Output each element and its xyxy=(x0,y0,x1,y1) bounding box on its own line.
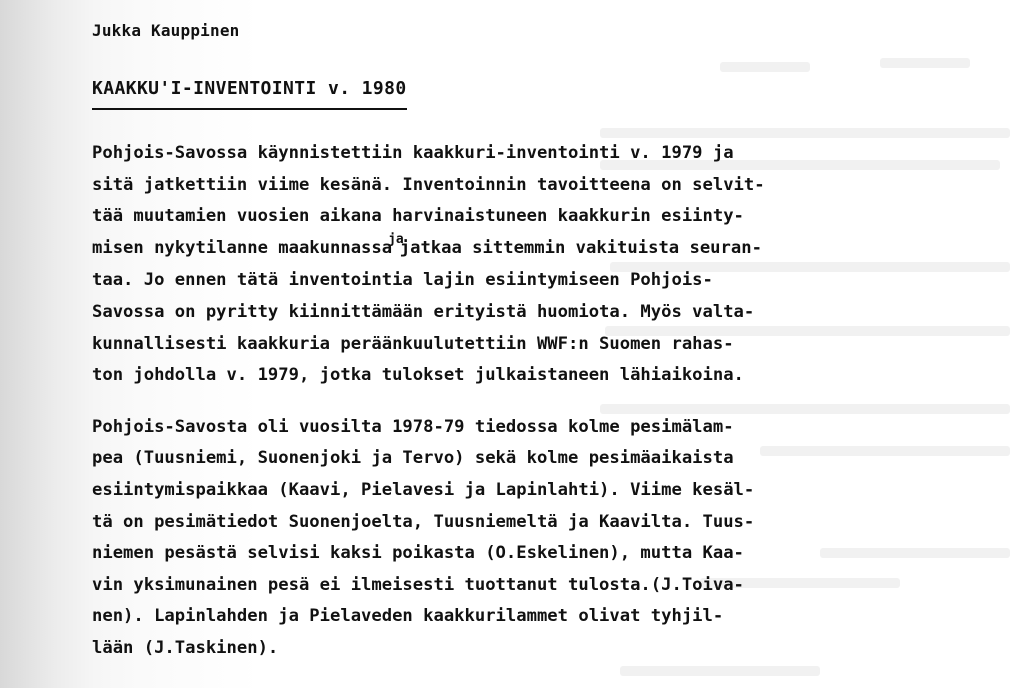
text-line: Savossa on pyritty kiinnittämään erityistä huomiota. Myös valta- xyxy=(92,301,755,322)
text-line: ton johdolla v. 1979, jotka tulokset julkaistaneen lähiaikoina. xyxy=(92,365,744,386)
text-line: pea (Tuusniemi, Suonenjoki ja Tervo) sekä kolme pesimäaikaista xyxy=(92,448,734,469)
document-title: KAAKKU'I-INVENTOINTI v. 1980 xyxy=(92,76,407,110)
text-line: lään (J.Taskinen). xyxy=(92,637,279,658)
document-body xyxy=(92,18,992,685)
text-line-with-insertion xyxy=(92,233,992,266)
text-line: Pohjois-Savosta oli vuosilta 1978-79 tiedossa kolme pesimälam- xyxy=(92,416,734,437)
text-line: kunnallisesti kaakkuria peräänkuulutettiin WWF:n Suomen rahas- xyxy=(92,333,734,354)
text-line-part: misen nykytilanne maakunnassa xyxy=(92,237,393,258)
text-line: tä on pesimätiedot Suonenjoelta, Tuusniemeltä ja Kaavilta. Tuus- xyxy=(92,511,755,532)
text-line: niemen pesästä selvisi kaksi poikasta (O.Eskelinen), mutta Kaa- xyxy=(92,543,744,564)
text-line-part: jatkaa sittemmin vakituista seuran- xyxy=(399,237,762,258)
text-line: esiintymispaikkaa (Kaavi, Pielavesi ja Lapinlahti). Viime kesäl- xyxy=(92,479,755,500)
text-line: vin yksimunainen pesä ei ilmeisesti tuottanut tulosta.(J.Toiva- xyxy=(92,574,744,595)
text-line: tää muutamien vuosien aikana harvinaistuneen kaakkurin esiinty- xyxy=(92,206,744,227)
text-line: taa. Jo ennen tätä inventointia lajin esiintymiseen Pohjois- xyxy=(92,270,713,291)
text-line: sitä jatkettiin viime kesänä. Inventoinnin tavoitteena on selvit- xyxy=(92,174,765,195)
author-name: Jukka Kauppinen xyxy=(92,21,240,40)
text-line: Pohjois-Savossa käynnistettiin kaakkuri-inventointi v. 1979 ja xyxy=(92,143,734,163)
paragraph-1 xyxy=(92,138,992,392)
text-line: nen). Lapinlahden ja Pielaveden kaakkurilammet olivat tyhjil- xyxy=(92,606,724,627)
paragraph-2 xyxy=(92,412,992,665)
handwritten-insertion: ja xyxy=(388,231,404,247)
